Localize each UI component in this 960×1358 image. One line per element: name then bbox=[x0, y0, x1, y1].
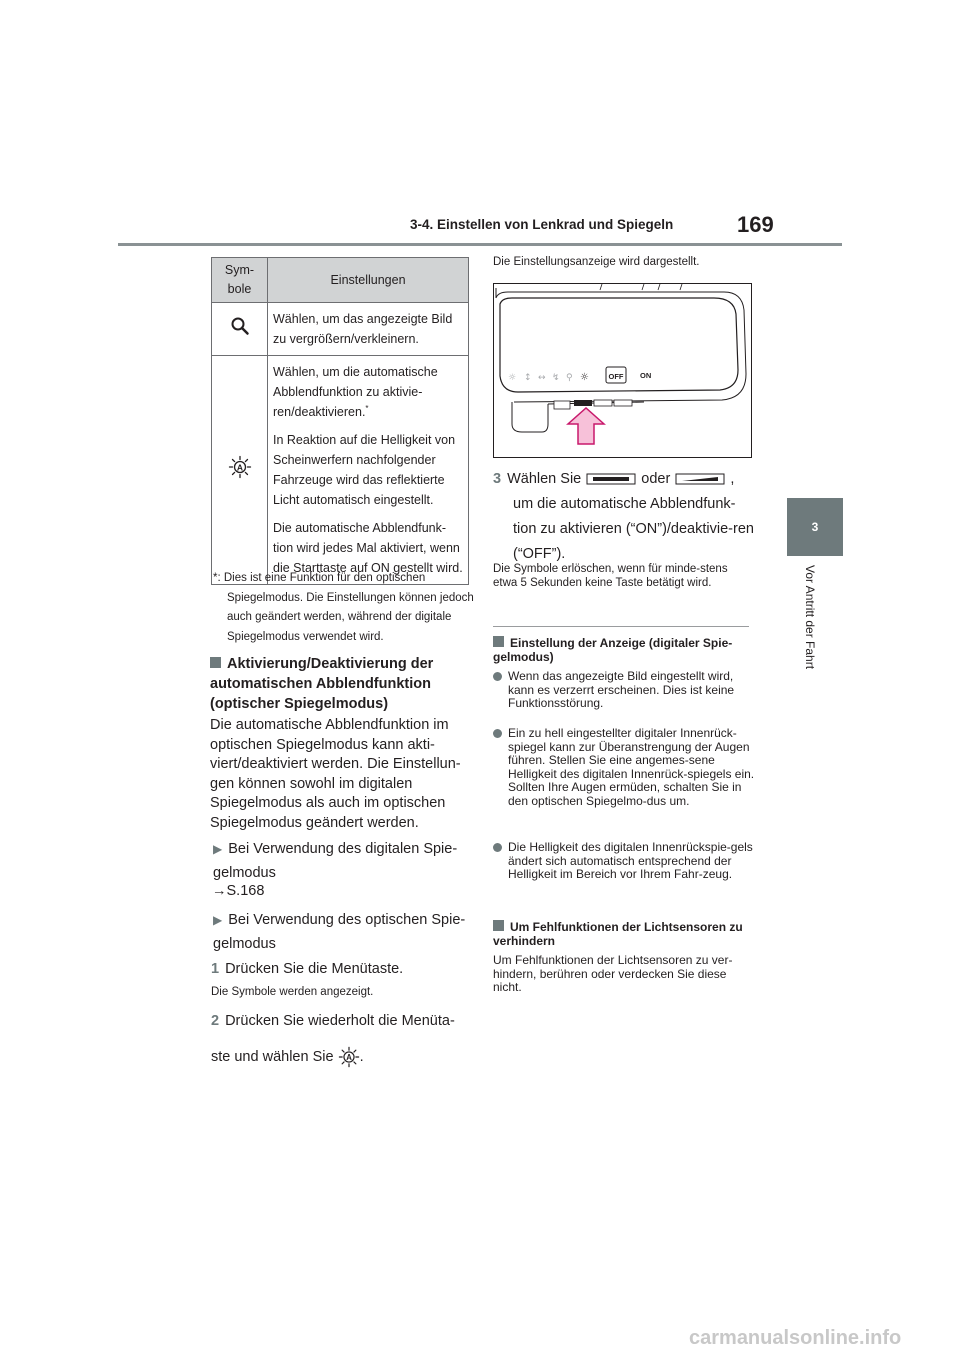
svg-text:↯: ↯ bbox=[552, 373, 560, 383]
step-2: 2 Drücken Sie wiederholt die Menüta-ste und wählen Sie A . bbox=[211, 1003, 473, 1075]
subheading-display-settings: Einstellung der Anzeige (digitaler Spie-gelmodus) bbox=[493, 636, 733, 664]
figure-caption: Die Einstellungsanzeige wird dargestellt. bbox=[493, 256, 700, 268]
square-bullet-icon bbox=[493, 636, 504, 647]
chapter-title: Vor Antritt der Fahrt bbox=[803, 565, 817, 670]
dimming-decrease-button-icon bbox=[585, 472, 637, 486]
footnote-text: Dies ist eine Funktion für den optischen Spiegelmodus. Die Einstellungen können jedoch auch geändert werden, während der digitale Spiegelmodus verwendet wird. bbox=[223, 572, 474, 643]
footnote-label: *: bbox=[213, 572, 221, 584]
section-divider bbox=[493, 626, 749, 627]
svg-text:☼: ☼ bbox=[508, 373, 517, 383]
off-label: OFF bbox=[608, 372, 624, 381]
table-row bbox=[212, 356, 469, 585]
svg-text:A: A bbox=[345, 1053, 352, 1063]
arrow-right-icon: → bbox=[212, 883, 227, 899]
step-number: 1 bbox=[211, 961, 220, 977]
mirror-figure bbox=[493, 283, 752, 458]
mirror-illustration bbox=[494, 284, 751, 457]
bullet-digital-mode: ▶ Bei Verwendung des digitalen Spie-gelmodus bbox=[213, 841, 458, 881]
dot-bullet-icon bbox=[493, 672, 502, 681]
triangle-bullet-icon: ▶ bbox=[213, 913, 223, 927]
symbols-table bbox=[211, 257, 469, 585]
light-sensor-note: Um Fehlfunktionen der Lichtsensoren zu ver-hindern, berühren oder verdecken Sie diese nicht. bbox=[493, 953, 733, 994]
dot-bullet-icon bbox=[493, 843, 502, 852]
table-cell-text: In Reaktion auf die Helligkeit von Scheinwerfern nachfolgender Fahrzeuge wird das reflektierte Licht automatisch eingestellt. bbox=[273, 433, 456, 507]
table-cell-text: Wählen, um das angezeigte Bild zu vergrößern/verkleinern. bbox=[273, 312, 453, 346]
footnote bbox=[213, 569, 475, 647]
step-3-note: Die Symbole erlöschen, wenn für minde-stens etwa 5 Sekunden keine Taste betätigt wird. bbox=[493, 563, 728, 589]
table-cell-text: Die automatische Abblendfunk-tion wird jedes Mal aktiviert, wenn die Starttaste auf ON gestellt wird. bbox=[273, 521, 463, 575]
svg-text:⚲: ⚲ bbox=[566, 373, 573, 383]
svg-text:↔: ↔ bbox=[538, 373, 546, 383]
step-3: 3 Wählen Sie oder , um die automatische Abblendfunk-tion zu aktivieren (“ON”)/deaktivie-ren (“OFF”). bbox=[493, 471, 754, 562]
auto-dimming-icon bbox=[228, 455, 252, 479]
subheading-light-sensors: Um Fehlfunktionen der Lichtsensoren zu verhindern bbox=[493, 920, 743, 948]
step-1: 1 Drücken Sie die Menütaste. bbox=[211, 961, 404, 977]
table-row bbox=[212, 303, 469, 356]
note-item: Wenn das angezeigte Bild eingestellt wird, kann es verzerrt erscheinen. Dies ist keine Funktionsstörung. bbox=[493, 670, 755, 711]
chapter-tab[interactable] bbox=[787, 498, 843, 556]
step-number: 2 bbox=[211, 1013, 220, 1029]
square-bullet-icon bbox=[493, 920, 504, 931]
col-header-settings: Einstellungen bbox=[268, 258, 469, 303]
on-label: ON bbox=[640, 371, 652, 380]
dot-bullet-icon bbox=[493, 729, 502, 738]
table-header-row bbox=[212, 258, 469, 303]
magnifier-icon bbox=[230, 316, 250, 336]
chapter-number: 3 bbox=[811, 520, 819, 534]
watermark: carmanualsonline.info bbox=[689, 1327, 902, 1349]
bullet-optical-mode: ▶ Bei Verwendung des optischen Spie-gelmodus bbox=[213, 912, 466, 952]
footnote-mark: * bbox=[365, 403, 369, 413]
svg-text:☼: ☼ bbox=[580, 372, 589, 383]
table-cell-text: Wählen, um die automatische Abblendfunktion zu aktivie-ren/deaktivieren. bbox=[273, 365, 438, 419]
note-item: Die Helligkeit des digitalen Innenrückspie-gels ändert sich automatisch entsprechend der Helligkeit im Bereich vor Ihrem Fahr-zeug. bbox=[493, 841, 755, 882]
svg-text:↕: ↕ bbox=[524, 373, 532, 383]
section-title: 3-4. Einstellen von Lenkrad und Spiegeln bbox=[410, 217, 674, 232]
dimming-increase-button-icon bbox=[674, 472, 726, 486]
page-number: 169 bbox=[737, 212, 774, 237]
step-1-note: Die Symbole werden angezeigt. bbox=[211, 986, 374, 998]
triangle-bullet-icon: ▶ bbox=[213, 842, 223, 856]
page-reference-link[interactable]: →S.168 bbox=[212, 883, 265, 899]
section-paragraph: Die automatische Abblendfunktion im optischen Spiegelmodus kann akti-viert/deaktiviert werden. Die Einstellun-gen können sowohl im digitalen Spiegelmodus als auch im optischen Spiegelmodus geändert werden. bbox=[210, 717, 461, 831]
square-bullet-icon bbox=[210, 657, 221, 668]
note-item: Ein zu hell eingestellter digitaler Innenrück-spiegel kann zur Überanstrengung der Augen führen. Stellen Sie eine angemes-sene Helligkeit des digitalen Innenrück-spiegels ein. Sollten Ihre Augen ermüden, schalten Sie in den optischen Spiegelmo-dus um. bbox=[493, 727, 755, 808]
col-header-symbols: Sym- bole bbox=[212, 258, 268, 303]
section-heading: Aktivierung/Deaktivierung der automatischen Abblendfunktion (optischer Spiegelmodus) bbox=[210, 656, 434, 712]
auto-dimming-icon bbox=[338, 1046, 360, 1068]
step-number: 3 bbox=[493, 471, 502, 487]
header-rule bbox=[118, 243, 842, 246]
svg-text:A: A bbox=[236, 462, 243, 473]
